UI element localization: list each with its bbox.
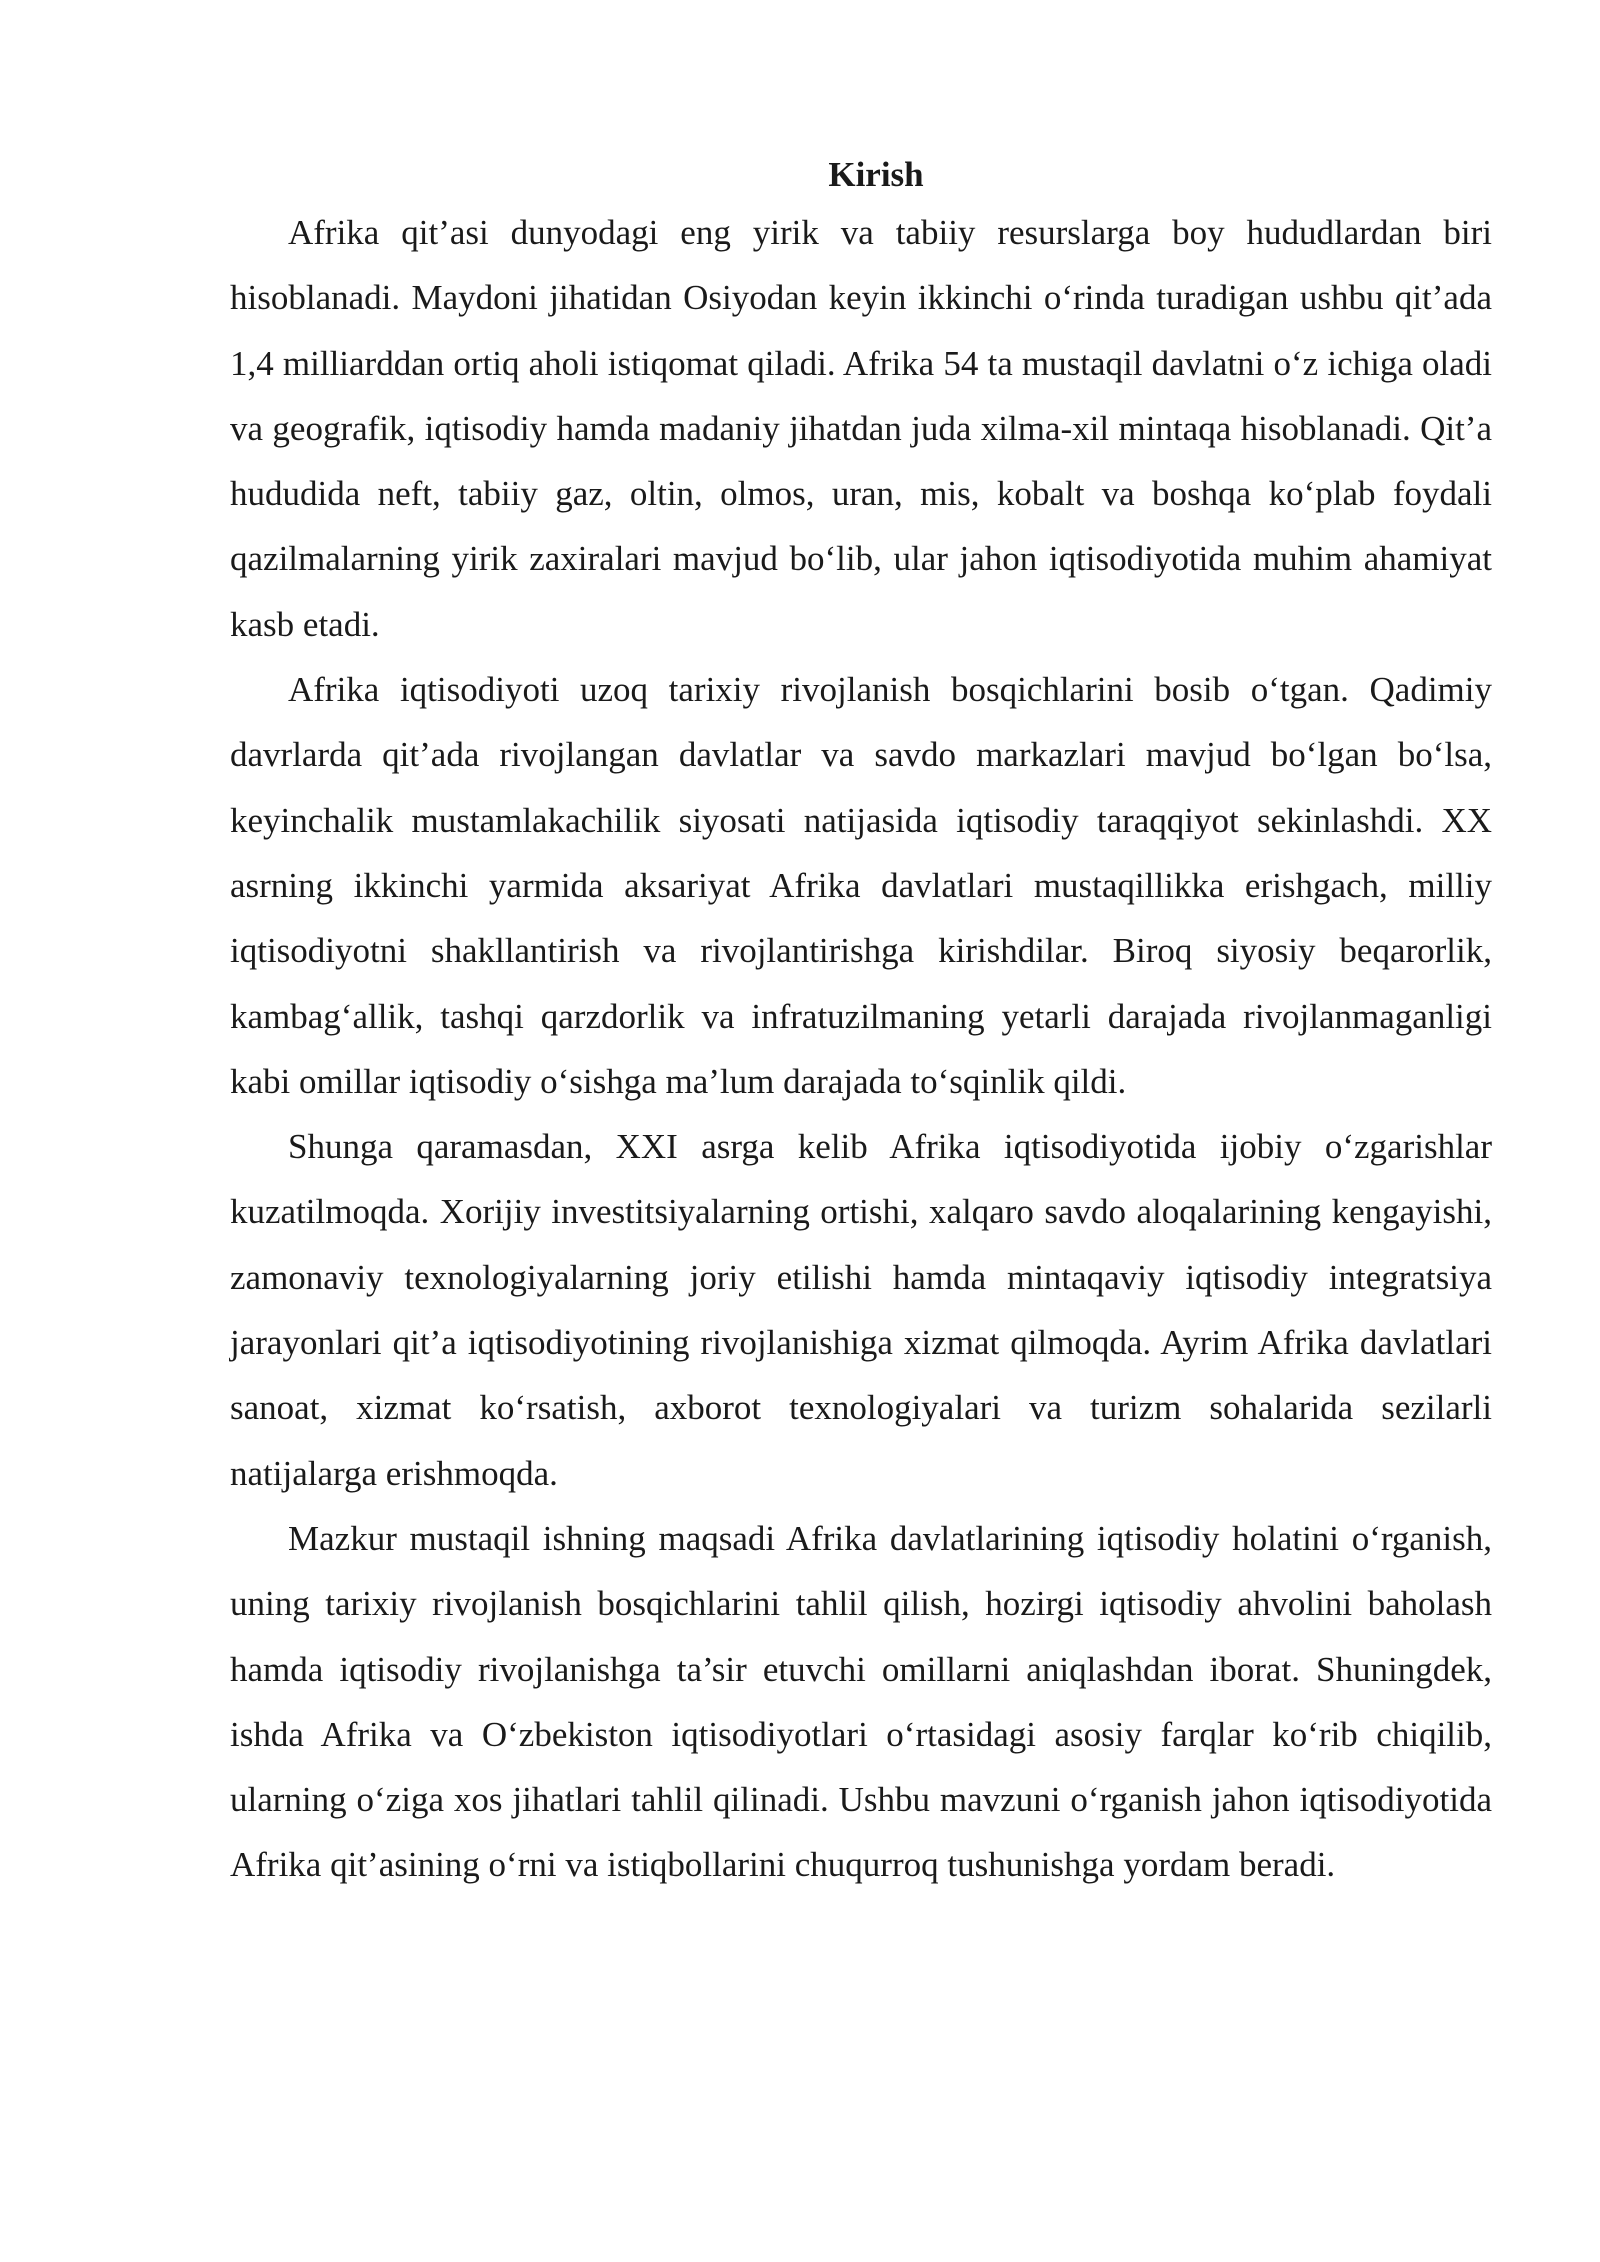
paragraph-1: Afrika qit’asi dunyodagi eng yirik va tabiiy resurslarga boy hududlardan biri hisoblanadi. Maydoni jihatidan Osiyodan keyin ikkinchi o‘rinda turadigan ushbu qit’ada 1,4 milliarddan ortiq aholi istiqomat qiladi. Afrika 54 ta mustaqil davlatni o‘z ichiga oladi va geografik, iqtisodiy hamda madaniy jihatdan juda xilma-xil mintaqa hisoblanadi. Qit’a hududida neft, tabiiy gaz, oltin, olmos, uran, mis, kobalt va boshqa ko‘plab foydali qazilmalarning yirik zaxiralari mavjud bo‘lib, ular jahon iqtisodiyotida muhim ahamiyat kasb etadi.: [230, 213, 1492, 644]
paragraph-4: Mazkur mustaqil ishning maqsadi Afrika davlatlarining iqtisodiy holatini o‘rganish, uning tarixiy rivojlanish bosqichlarini tahlil qilish, hozirgi iqtisodiy ahvolini baholash hamda iqtisodiy rivojlanishga ta’sir etuvchi omillarni aniqlashdan iborat. Shuningdek, ishda Afrika va O‘zbekiston iqtisodiyotlari o‘rtasidagi asosiy farqlar ko‘rib chiqilib, ularning o‘ziga xos jihatlari tahlil qilinadi. Ushbu mavzuni o‘rganish jahon iqtisodiyotida Afrika qit’asining o‘rni va istiqbollarini chuqurroq tushunishga yordam beradi.: [230, 1518, 1492, 1885]
page-title: Kirish: [828, 155, 924, 194]
paragraph-3: Shunga qaramasdan, XXI asrga kelib Afrika iqtisodiyotida ijobiy o‘zgarishlar kuzatilmoqda. Xorijiy investitsiyalarning ortishi, xalqaro savdo aloqalarining kengayishi, zamonaviy texnologiyalarning joriy etilishi hamda mintaqaviy iqtisodiy integratsiya jarayonlari qit’a iqtisodiyotining rivojlanishiga xizmat qilmoqda. Ayrim Afrika davlatlari sanoat, xizmat ko‘rsatish, axborot texnologiyalari va turizm sohalarida sezilarli natijalarga erishmoqda.: [230, 1127, 1492, 1493]
paragraph-2: Afrika iqtisodiyoti uzoq tarixiy rivojlanish bosqichlarini bosib o‘tgan. Qadimiy davrlarda qit’ada rivojlangan davlatlar va savdo markazlari mavjud bo‘lgan bo‘lsa, keyinchalik mustamlakachilik siyosati natijasida iqtisodiy taraqqiyot sekinlashdi. XX asrning ikkinchi yarmida aksariyat Afrika davlatlari mustaqillikka erishgach, milliy iqtisodiyotni shakllantirish va rivojlantirishga kirishdilar. Biroq siyosiy beqarorlik, kambag‘allik, tashqi qarzdorlik va infratuzilmaning yetarli darajada rivojlanmaganligi kabi omillar iqtisodiy o‘sishga ma’lum darajada to‘sqinlik qildi.: [230, 670, 1492, 1101]
document-body: [230, 150, 1492, 1898]
